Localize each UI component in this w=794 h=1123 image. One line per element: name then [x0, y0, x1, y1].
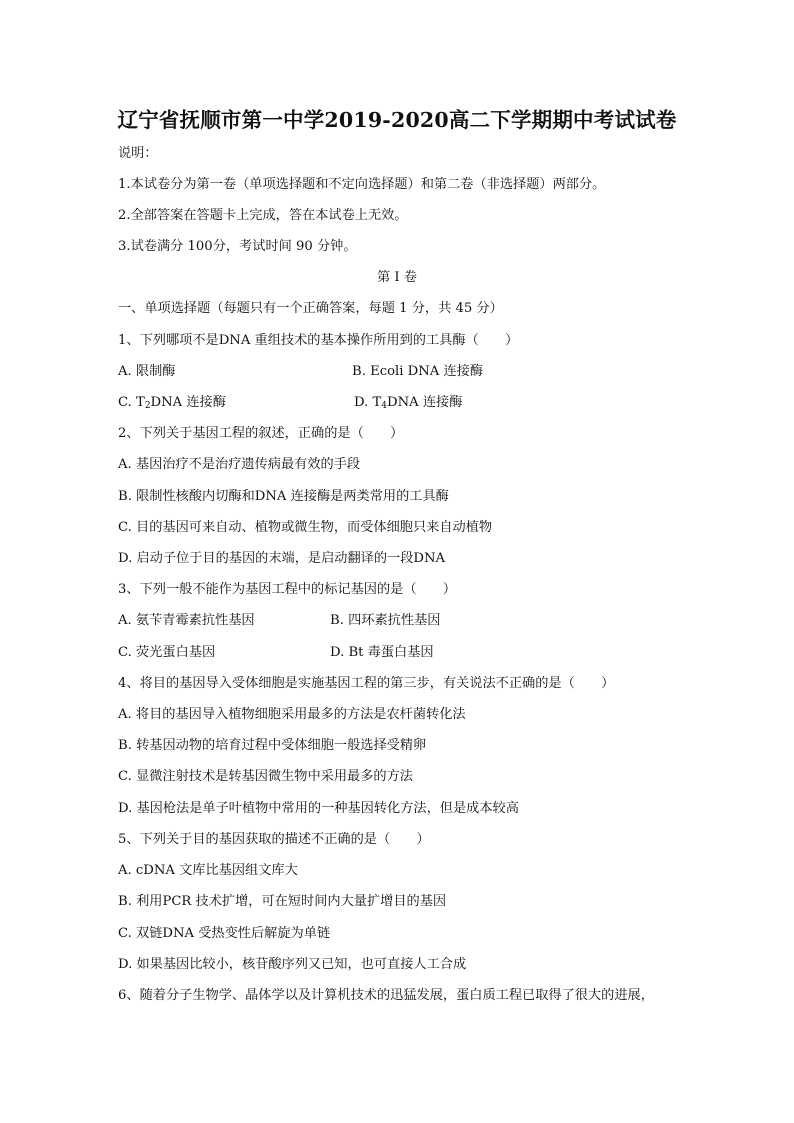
instructions-heading: 说明：	[118, 146, 158, 161]
option-d-prefix: D. T	[354, 395, 382, 410]
option-c-prefix: C. T	[118, 395, 145, 410]
question-1-option-b: B. Ecoli DNA 连接酶	[352, 364, 484, 379]
question-3-option-c: C. 荧光蛋白基因	[118, 645, 216, 660]
question-4-stem: 4、将目的基因导入受体细胞是实施基因工程的第三步，有关说法不正确的是（ ）	[118, 676, 615, 691]
question-5-option-a: A. cDNA 文库比基因组文库大	[118, 863, 298, 878]
question-2-option-c: C. 目的基因可来自动、植物或微生物，而受体细胞只来自动植物	[118, 520, 493, 535]
question-3-option-b: B. 四环素抗性基因	[330, 613, 441, 628]
option-d-suffix: DNA 连接酶	[387, 395, 463, 410]
question-4-option-a: A. 将目的基因导入植物细胞采用最多的方法是农杆菌转化法	[118, 707, 466, 722]
question-4-option-b: B. 转基因动物的培育过程中受体细胞一般选择受精卵	[118, 738, 427, 753]
question-1-option-c	[118, 394, 226, 415]
question-3-option-d: D. Bt 毒蛋白基因	[330, 645, 434, 660]
question-5-option-d: D. 如果基因比较小，核苷酸序列又已知，也可直接人工合成	[118, 957, 467, 972]
question-5-option-b: B. 利用PCR 技术扩增，可在短时间内大量扩增目的基因	[118, 894, 447, 909]
subscript-2: 2	[144, 401, 151, 411]
section-heading: 一、单项选择题（每题只有一个正确答案，每题 1 分，共 45 分）	[118, 301, 503, 316]
subscript-4: 4	[381, 401, 388, 411]
question-4-option-d: D. 基因枪法是单子叶植物中常用的一种基因转化方法，但是成本较高	[118, 801, 519, 816]
instruction-item-2: 2.全部答案在答题卡上完成，答在本试卷上无效。	[118, 208, 408, 223]
question-3-stem: 3、下列一般不能作为基因工程中的标记基因的是（ ）	[118, 582, 457, 597]
exam-title: 辽宁省抚顺市第一中学2019-2020高二下学期期中考试试卷	[117, 108, 677, 132]
question-1-option-d	[354, 394, 462, 415]
question-4-option-c: C. 显微注射技术是转基因微生物中采用最多的方法	[118, 769, 413, 784]
question-2-stem: 2、下列关于基因工程的叙述，正确的是（ ）	[118, 426, 404, 441]
question-2-option-b: B. 限制性核酸内切酶和DNA 连接酶是两类常用的工具酶	[118, 489, 449, 504]
question-3-option-a: A. 氨苄青霉素抗性基因	[118, 613, 255, 628]
question-6-stem: 6、随着分子生物学、晶体学以及计算机技术的迅猛发展，蛋白质工程已取得了很大的进展，	[118, 988, 654, 1003]
option-c-suffix: DNA 连接酶	[150, 395, 226, 410]
question-2-option-d: D. 启动子位于目的基因的末端，是启动翻译的一段DNA	[118, 551, 446, 566]
question-5-option-c: C. 双链DNA 受热变性后解旋为单链	[118, 926, 331, 941]
instruction-item-1: 1.本试卷分为第一卷（单项选择题和不定向选择题）和第二卷（非选择题）两部分。	[118, 177, 606, 192]
question-1-option-a: A. 限制酶	[118, 364, 176, 379]
question-5-stem: 5、下列关于目的基因获取的描述不正确的是（ ）	[118, 832, 430, 847]
question-1-stem: 1、下列哪项不是DNA 重组技术的基本操作所用到的工具酶（ ）	[118, 333, 519, 348]
question-2-option-a: A. 基因治疗不是治疗遗传病最有效的手段	[118, 457, 361, 472]
instruction-item-3: 3.试卷满分 100分，考试时间 90 分钟。	[118, 239, 357, 254]
volume-title: 第 I 卷	[377, 270, 417, 285]
